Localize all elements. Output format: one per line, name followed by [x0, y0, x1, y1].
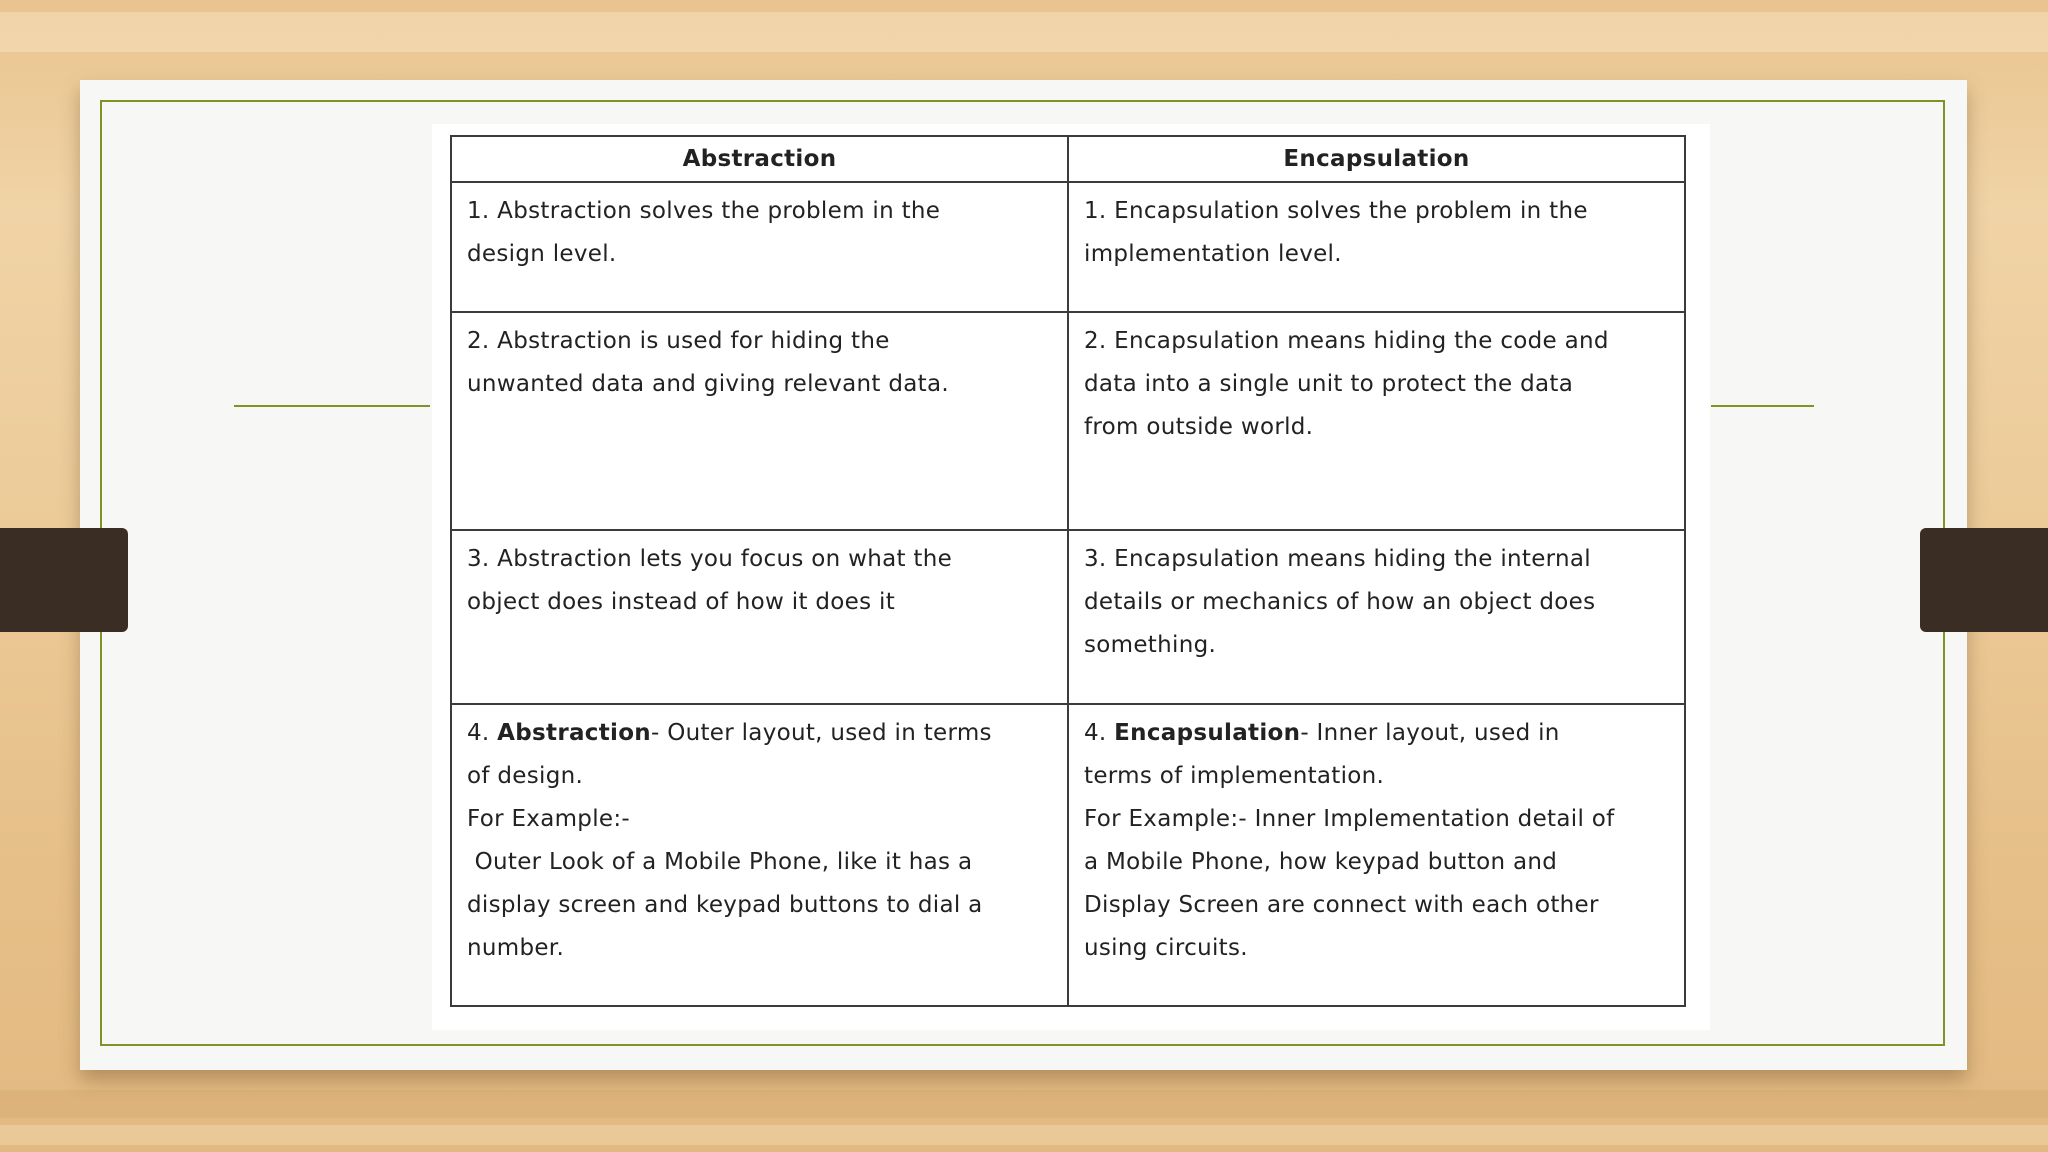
- cell-text-line: Display Screen are connect with each other: [1084, 892, 1599, 918]
- wood-background-streak: [0, 1125, 2048, 1145]
- decorative-rule-left: [234, 405, 430, 407]
- binder-clip-left: [0, 528, 128, 632]
- cell-text-line: of design.: [467, 763, 584, 789]
- decorative-rule-right: [1711, 405, 1814, 407]
- cell-text-line: 3. Abstraction lets you focus on what the: [467, 546, 953, 572]
- cell-text-line: For Example:-: [467, 806, 630, 832]
- cell-text-line: [1084, 712, 1670, 755]
- term-bold: Abstraction: [497, 720, 651, 746]
- cell-text-line: 3. Encapsulation means hiding the internal: [1084, 546, 1591, 572]
- cell-text-line: using circuits.: [1084, 935, 1248, 961]
- item-number: 4.: [1084, 720, 1107, 746]
- table-row: [451, 312, 1685, 530]
- table-image-panel: [432, 124, 1710, 1030]
- abstraction-cell-4: [451, 704, 1068, 1006]
- header-encapsulation: Encapsulation: [1068, 136, 1685, 182]
- cell-text-line: 1. Abstraction solves the problem in the: [467, 198, 941, 224]
- binder-clip-right: [1920, 528, 2048, 632]
- cell-text-line: number.: [467, 935, 565, 961]
- encapsulation-cell-3: [1068, 530, 1685, 704]
- abstraction-cell-3: [451, 530, 1068, 704]
- cell-text-line: design level.: [467, 241, 617, 267]
- cell-text-line: [467, 712, 1053, 755]
- cell-text-line: details or mechanics of how an object does: [1084, 589, 1596, 615]
- cell-text-line: from outside world.: [1084, 414, 1314, 440]
- table-header-row: [451, 136, 1685, 182]
- cell-text-line: implementation level.: [1084, 241, 1342, 267]
- abstraction-cell-1: [451, 182, 1068, 312]
- abstraction-cell-2: [451, 312, 1068, 530]
- cell-text-line: Outer Look of a Mobile Phone, like it has a: [467, 849, 973, 875]
- encapsulation-cell-2: [1068, 312, 1685, 530]
- cell-text-line: display screen and keypad buttons to dial a: [467, 892, 983, 918]
- table-row: [451, 182, 1685, 312]
- table-row: [451, 530, 1685, 704]
- cell-text-line: unwanted data and giving relevant data.: [467, 371, 949, 397]
- cell-text-line: a Mobile Phone, how keypad button and: [1084, 849, 1558, 875]
- table-row: [451, 704, 1685, 1006]
- encapsulation-cell-4: [1068, 704, 1685, 1006]
- term-description: - Inner layout, used in: [1300, 720, 1560, 746]
- cell-text-line: terms of implementation.: [1084, 763, 1385, 789]
- term-description: - Outer layout, used in terms: [650, 720, 992, 746]
- wood-background-streak: [0, 1090, 2048, 1118]
- encapsulation-cell-1: [1068, 182, 1685, 312]
- cell-text-line: something.: [1084, 632, 1217, 658]
- cell-text-line: data into a single unit to protect the data: [1084, 371, 1574, 397]
- cell-text-line: object does instead of how it does it: [467, 589, 896, 615]
- cell-text-line: 2. Encapsulation means hiding the code and: [1084, 328, 1609, 354]
- term-bold: Encapsulation: [1114, 720, 1301, 746]
- item-number: 4.: [467, 720, 490, 746]
- header-abstraction: Abstraction: [451, 136, 1068, 182]
- comparison-table: [450, 135, 1686, 1007]
- cell-text-line: 2. Abstraction is used for hiding the: [467, 328, 890, 354]
- wood-background-streak: [0, 12, 2048, 52]
- cell-text-line: For Example:- Inner Implementation detail of: [1084, 806, 1615, 832]
- cell-text-line: 1. Encapsulation solves the problem in the: [1084, 198, 1588, 224]
